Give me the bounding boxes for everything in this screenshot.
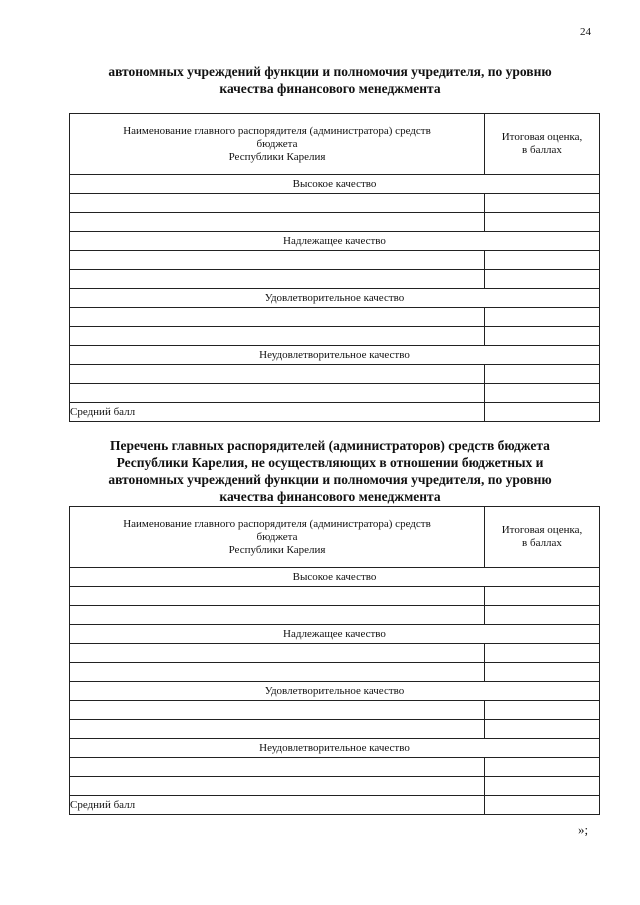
page-number: 24 — [580, 26, 591, 38]
category-unsatisfactory: Неудовлетворительное качество — [70, 346, 600, 365]
average-label: Средний балл — [70, 796, 485, 815]
empty-cell — [70, 758, 485, 777]
category-proper: Надлежащее качество — [70, 232, 600, 251]
empty-cell — [70, 213, 485, 232]
header-name-line: бюджета — [256, 137, 298, 150]
header-score-line: в баллах — [522, 537, 562, 549]
quality-table-1 — [69, 113, 600, 422]
empty-cell — [485, 384, 600, 403]
header-score-line: Итоговая оценка, — [501, 524, 583, 536]
header-name-line: бюджета — [256, 530, 298, 543]
empty-cell — [70, 606, 485, 625]
second-heading — [60, 437, 600, 505]
category-high: Высокое качество — [70, 568, 600, 587]
empty-cell — [485, 327, 600, 346]
category-unsatisfactory: Неудовлетворительное качество — [70, 739, 600, 758]
header-name-cell — [70, 507, 485, 568]
heading-line: качества финансового менеджмента — [219, 81, 441, 96]
heading-line: автономных учреждений функции и полномочия учредителя, по уровню — [108, 472, 552, 487]
top-heading — [60, 63, 600, 97]
header-score-line: Итоговая оценка, — [501, 131, 583, 143]
empty-cell — [70, 308, 485, 327]
average-value-cell — [485, 796, 600, 815]
empty-cell — [70, 384, 485, 403]
empty-cell — [70, 270, 485, 289]
category-high: Высокое качество — [70, 175, 600, 194]
empty-cell — [485, 701, 600, 720]
empty-cell — [485, 308, 600, 327]
empty-cell — [70, 327, 485, 346]
empty-cell — [485, 213, 600, 232]
empty-cell — [485, 365, 600, 384]
header-name-line: Республики Карелия — [228, 543, 326, 556]
empty-cell — [70, 777, 485, 796]
header-name-line: Республики Карелия — [228, 150, 326, 163]
heading-line: Республики Карелия, не осуществляющих в отношении бюджетных и — [116, 455, 544, 470]
average-value-cell — [485, 403, 600, 422]
empty-cell — [485, 720, 600, 739]
empty-cell — [485, 587, 600, 606]
heading-line: автономных учреждений функции и полномочия учредителя, по уровню — [108, 64, 552, 79]
empty-cell — [70, 644, 485, 663]
empty-cell — [70, 251, 485, 270]
empty-cell — [485, 606, 600, 625]
empty-cell — [70, 194, 485, 213]
header-score-line: в баллах — [522, 144, 562, 156]
header-score-cell — [485, 507, 600, 568]
heading-line: качества финансового менеджмента — [219, 489, 441, 504]
empty-cell — [70, 365, 485, 384]
empty-cell — [70, 663, 485, 682]
empty-cell — [70, 701, 485, 720]
empty-cell — [485, 270, 600, 289]
category-proper: Надлежащее качество — [70, 625, 600, 644]
quality-table-2 — [69, 506, 600, 815]
header-name-line: Наименование главного распорядителя (администратора) средств — [123, 517, 431, 530]
empty-cell — [485, 194, 600, 213]
category-satisfactory: Удовлетворительное качество — [70, 682, 600, 701]
category-satisfactory: Удовлетворительное качество — [70, 289, 600, 308]
empty-cell — [70, 720, 485, 739]
empty-cell — [485, 663, 600, 682]
end-mark: »; — [578, 822, 589, 837]
empty-cell — [70, 587, 485, 606]
header-name-cell — [70, 114, 485, 175]
empty-cell — [485, 644, 600, 663]
empty-cell — [485, 758, 600, 777]
empty-cell — [485, 251, 600, 270]
heading-line: Перечень главных распорядителей (администраторов) средств бюджета — [110, 438, 550, 453]
header-score-cell — [485, 114, 600, 175]
header-name-line: Наименование главного распорядителя (администратора) средств — [123, 124, 431, 137]
average-label: Средний балл — [70, 403, 485, 422]
empty-cell — [485, 777, 600, 796]
